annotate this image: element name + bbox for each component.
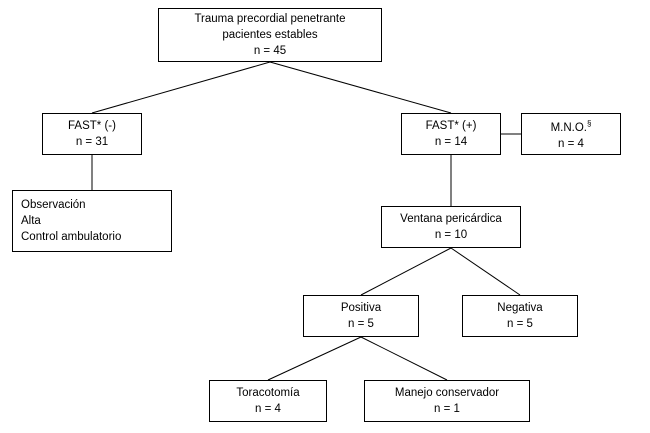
node-root — [158, 8, 382, 62]
node-observacion-line-2: Alta — [21, 215, 41, 227]
node-negativa — [462, 295, 578, 337]
node-ventana-pericardica — [381, 206, 521, 248]
node-manejo-line-1: Manejo conservador — [394, 387, 500, 399]
node-manejo-line-2: n = 1 — [434, 403, 460, 415]
node-positiva-line-2: n = 5 — [348, 318, 374, 330]
node-manejo-conservador — [364, 380, 530, 422]
node-negativa-line-1: Negativa — [497, 302, 543, 314]
node-positiva — [303, 295, 419, 337]
node-mno-line-2: n = 4 — [558, 137, 584, 150]
node-fast-negative — [42, 113, 142, 155]
node-fast-positive — [401, 113, 501, 155]
node-mno-superscript: § — [586, 119, 592, 129]
node-root-line-2: pacientes estables — [222, 29, 318, 41]
node-mno — [521, 113, 621, 155]
node-fast-negative-line-2: n = 31 — [75, 136, 109, 148]
node-fast-positive-line-2: n = 14 — [434, 136, 468, 148]
node-fast-negative-line-1: FAST* (-) — [68, 120, 116, 132]
node-observacion-line-1: Observación — [21, 199, 86, 211]
node-ventana-line-2: n = 10 — [434, 229, 468, 241]
node-toracotomia — [209, 380, 327, 422]
node-negativa-line-2: n = 5 — [507, 318, 533, 330]
node-toracotomia-line-1: Toracotomía — [236, 387, 300, 399]
node-root-line-3: n = 45 — [253, 45, 287, 57]
node-toracotomia-line-2: n = 4 — [255, 403, 281, 415]
node-root-line-1: Trauma precordial penetrante — [194, 13, 346, 25]
node-positiva-line-1: Positiva — [340, 302, 382, 314]
node-ventana-line-1: Ventana pericárdica — [400, 213, 502, 225]
node-observacion-line-3: Control ambulatorio — [21, 231, 122, 243]
node-fast-positive-line-1: FAST* (+) — [425, 120, 477, 132]
node-observacion — [12, 190, 172, 252]
node-mno-text: M.N.O. — [550, 121, 587, 134]
node-mno-line-1 — [551, 116, 592, 136]
